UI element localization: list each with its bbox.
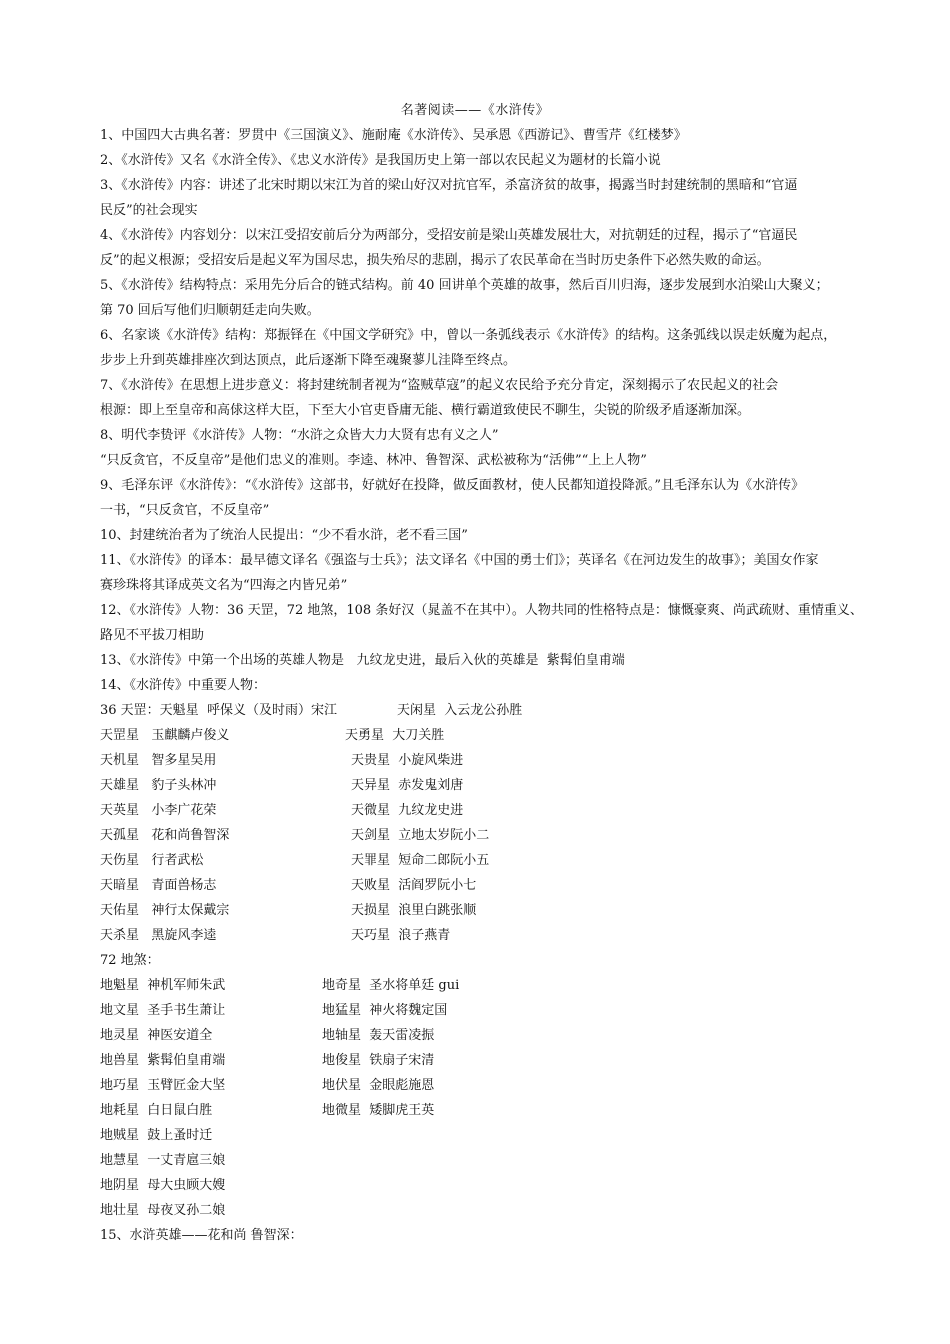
disha-right-row: 地猛星 神火将魏定国 (322, 1003, 448, 1018)
paragraph-9-line-2: 一书，“只反贪官，不反皇帝” (100, 503, 270, 518)
tiangang-header: 36 天罡：天魁星 呼保义（及时雨）宋江 (100, 703, 337, 718)
paragraph-11-line-1: 11、《水浒传》的译本：最早德文译名《强盗与士兵》；法文译名《中国的勇士们》；英译名《在河边发生的故事》；美国女作家 (100, 553, 819, 568)
paragraph-5-line-2: 第 70 回后写他们归顺朝廷走向失败。 (100, 303, 320, 318)
tiangang-left-row: 天伤星 行者武松 (100, 853, 204, 868)
tiangang-right-row: 天微星 九纹龙史进 (351, 803, 464, 818)
paragraph-1-line-1: 1、中国四大古典名著：罗贯中《三国演义》、施耐庵《水浒传》、吴承恩《西游记》、曹雪芹《红楼梦》 (100, 128, 687, 143)
paragraph-13-line-1: 13、《水浒传》中第一个出场的英雄人物是 九纹龙史进，最后入伙的英雄是 紫髯伯皇甫端 (100, 653, 625, 668)
paragraph-6-line-1: 6、名家谈《水浒传》结构：郑振铎在《中国文学研究》中，曾以一条弧线表示《水浒传》的结构。这条弧线以误走妖魔为起点， (100, 328, 837, 343)
paragraph-11-line-2: 赛珍珠将其译成英文名为“四海之内皆兄弟” (100, 578, 348, 593)
disha-left-row: 地贼星 鼓上蚤时迁 (100, 1128, 213, 1143)
tiangang-left-row: 天机星 智多星吴用 (100, 753, 217, 768)
paragraph-12-line-1: 12、《水浒传》人物：36 天罡，72 地煞，108 条好汉（晁盖不在其中）。人物共同的性格特点是：慷慨豪爽、尚武疏财、重情重义、 (100, 603, 863, 618)
paragraph-7-line-1: 7、《水浒传》在思想上进步意义：将封建统制者视为“盗贼草寇”的起义农民给予充分肯定，深刻揭示了农民起义的社会 (100, 378, 779, 393)
paragraph-3-line-2: 民反”的社会现实 (100, 203, 198, 218)
disha-left-row: 地文星 圣手书生萧让 (100, 1003, 226, 1018)
paragraph-9-line-1: 9、毛泽东评《水浒传》：“《水浒传》这部书，好就好在投降，做反面教材，使人民都知道投降派。”且毛泽东认为《水浒传》 (100, 478, 805, 493)
paragraph-6-line-2: 步步上升到英雄排座次到达顶点，此后逐渐下降至魂聚蓼儿洼降至终点。 (100, 353, 517, 368)
tiangang-right-row: 天异星 赤发鬼刘唐 (351, 778, 464, 793)
tiangang-left-row: 天孤星 花和尚鲁智深 (100, 828, 230, 843)
disha-left-row: 地耗星 白日鼠白胜 (100, 1103, 213, 1118)
tiangang-right-row: 天剑星 立地太岁阮小二 (351, 828, 490, 843)
disha-left-row: 地巧星 玉臂匠金大坚 (100, 1078, 226, 1093)
tiangang-left-row: 天罡星 玉麒麟卢俊义 (100, 728, 230, 743)
paragraph-8-line-1: 8、明代李贽评《水浒传》人物：“水浒之众皆大力大贤有忠有义之人” (100, 428, 499, 443)
tiangang-left-row: 天雄星 豹子头林冲 (100, 778, 217, 793)
tiangang-right-row: 天贵星 小旋风柴进 (351, 753, 464, 768)
tiangang-left-row: 天佑星 神行太保戴宗 (100, 903, 230, 918)
paragraph-3-line-1: 3、《水浒传》内容：讲述了北宋时期以宋江为首的梁山好汉对抗官军，杀富济贫的故事，揭露当时封建统制的黑暗和“官逼 (100, 178, 798, 193)
tiangang-right-row: 天败星 活阎罗阮小七 (351, 878, 477, 893)
disha-right-row: 地俊星 铁扇子宋清 (322, 1053, 435, 1068)
tiangang-right-row: 天勇星 大刀关胜 (345, 728, 445, 743)
tiangang-right-row: 天损星 浪里白跳张顺 (351, 903, 477, 918)
disha-right-row: 地奇星 圣水将单廷 gui (322, 978, 460, 993)
paragraph-7-line-2: 根源：即上至皇帝和高俅这样大臣，下至大小官吏昏庸无能、横行霸道致使民不聊生，尖锐的阶级矛盾逐渐加深。 (100, 403, 751, 418)
tiangang-left-row: 天英星 小李广花荣 (100, 803, 217, 818)
disha-right-row: 地轴星 轰天雷凌振 (322, 1028, 435, 1043)
page-title: 名著阅读——《水浒传》 (400, 103, 550, 118)
tiangang-right-row: 天巧星 浪子燕青 (351, 928, 451, 943)
disha-left-row: 地慧星 一丈青扈三娘 (100, 1153, 226, 1168)
disha-right-row: 地伏星 金眼彪施恩 (322, 1078, 435, 1093)
disha-right-row: 地微星 矮脚虎王英 (322, 1103, 435, 1118)
tiangang-left-row: 天杀星 黑旋风李逵 (100, 928, 217, 943)
tiangang-left-row: 天暗星 青面兽杨志 (100, 878, 217, 893)
paragraph-4-line-2: 反”的起义根源；受招安后是起义军为国尽忠，损失殆尽的悲剧，揭示了农民革命在当时历史条件下必然失败的命运。 (100, 253, 770, 268)
tiangang-right-row: 天罪星 短命二郎阮小五 (351, 853, 490, 868)
paragraph-2-line-1: 2、《水浒传》又名《水浒全传》、《忠义水浒传》是我国历史上第一部以农民起义为题材的长篇小说 (100, 153, 661, 168)
tiangang-header-right: 天闲星 入云龙公孙胜 (397, 703, 523, 718)
disha-left-row: 地阴星 母大虫顾大嫂 (100, 1178, 226, 1193)
paragraph-12-line-2: 路见不平拔刀相助 (100, 628, 205, 643)
paragraph-10-line-1: 10、封建统治者为了统治人民提出：“少不看水浒，老不看三国” (100, 528, 468, 543)
paragraph-4-line-1: 4、《水浒传》内容划分：以宋江受招安前后分为两部分，受招安前是梁山英雄发展壮大，对抗朝廷的过程，揭示了“官逼民 (100, 228, 798, 243)
paragraph-8-line-2: “只反贪官，不反皇帝”是他们忠义的准则。李逵、林冲、鲁智深、武松被称为“活佛”“上上人物” (100, 453, 647, 468)
disha-left-row: 地灵星 神医安道全 (100, 1028, 213, 1043)
section-heading-15: 15、水浒英雄——花和尚 鲁智深： (100, 1228, 303, 1243)
disha-left-row: 地壮星 母夜叉孙二娘 (100, 1203, 226, 1218)
paragraph-5-line-1: 5、《水浒传》结构特点：采用先分后合的链式结构。前 40 回讲单个英雄的故事，然后百川归海，逐步发展到水泊梁山大聚义； (100, 278, 829, 293)
disha-left-row: 地兽星 紫髯伯皇甫端 (100, 1053, 226, 1068)
disha-header: 72 地煞： (100, 953, 160, 968)
paragraph-14-line-1: 14、《水浒传》中重要人物： (100, 678, 267, 693)
disha-left-row: 地魁星 神机军师朱武 (100, 978, 226, 993)
